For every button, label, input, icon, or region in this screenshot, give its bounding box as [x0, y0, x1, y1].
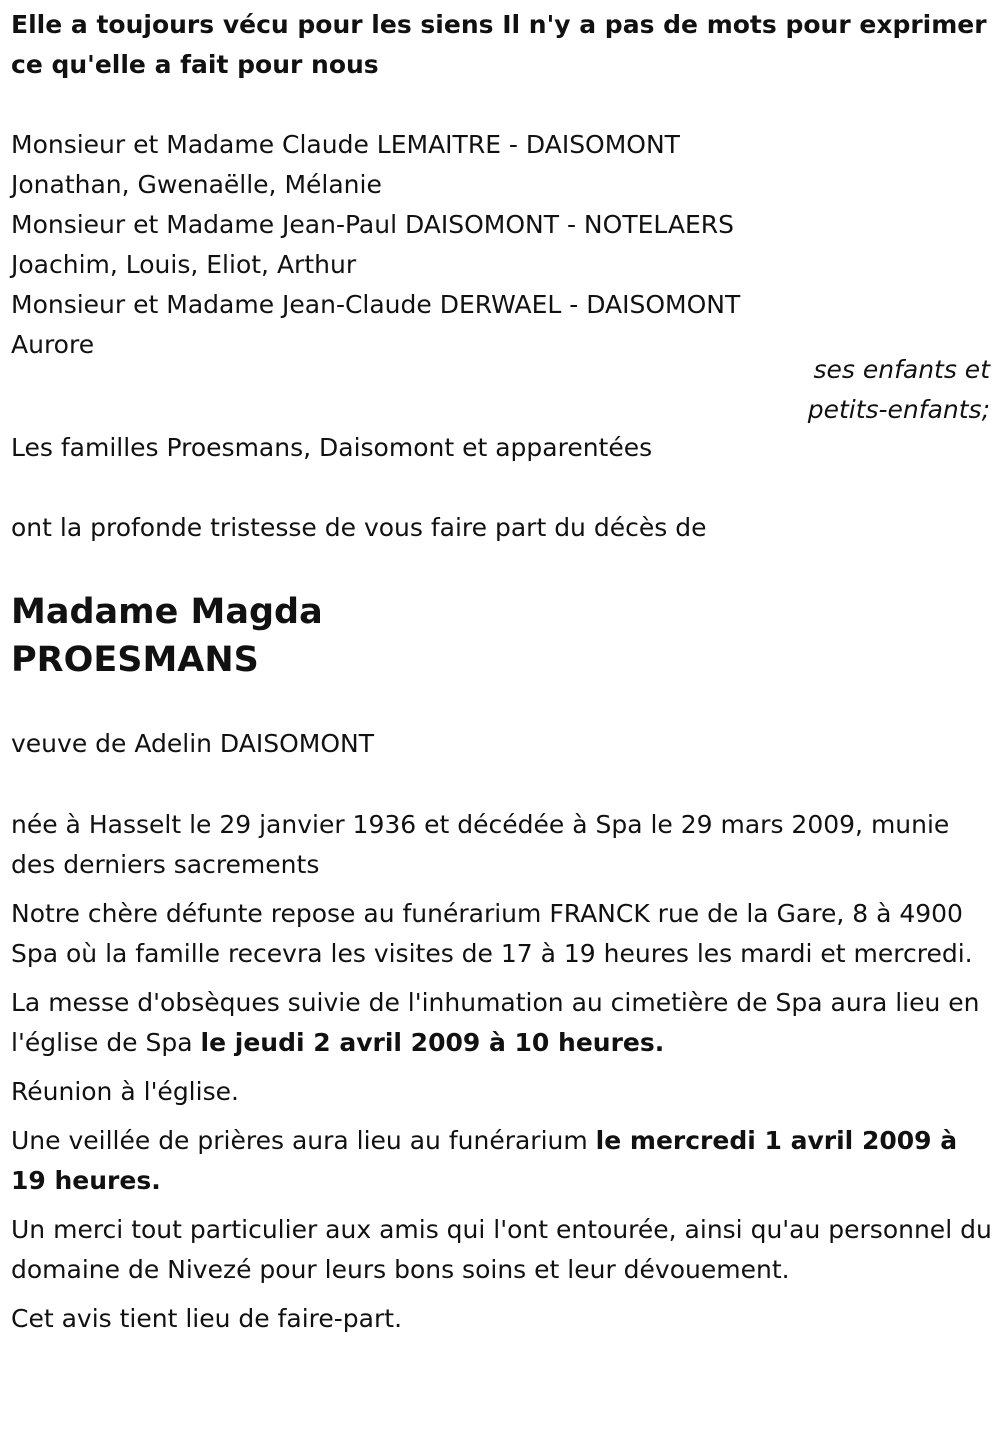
mass-info	[11, 983, 992, 1063]
family-line: Jonathan, Gwenaëlle, Mélanie	[11, 170, 382, 199]
family-line: Monsieur et Madame Claude LEMAITRE - DAISOMONT	[11, 130, 680, 159]
epigraph: Elle a toujours vécu pour les siens Il n'y a pas de mots pour exprimer ce qu'elle a fait pour nous	[11, 10, 987, 79]
relation-line: petits-enfants;	[807, 395, 990, 424]
widow-of: veuve de Adelin DAISOMONT	[11, 729, 374, 758]
extended-families: Les familles Proesmans, Daisomont et apparentées	[11, 433, 653, 462]
vigil-text: Une veillée de prières aura lieu au funérarium	[11, 1126, 596, 1155]
family-line: Aurore	[11, 330, 95, 359]
relation-line: ses enfants et	[813, 355, 990, 384]
vigil-date: le mercredi 1 avril 2009 à 19 heures.	[11, 1126, 958, 1195]
birth-death: née à Hasselt le 29 janvier 1936 et décédée à Spa le 29 mars 2009, munie des derniers sacrements	[11, 810, 950, 879]
rest-place: Notre chère défunte repose au funérarium FRANCK rue de la Gare, 8 à 4900 Spa où la famille recevra les visites de 17 à 19 heures les mardi et mercredi.	[11, 899, 973, 968]
announcement: ont la profonde tristesse de vous faire part du décès de	[11, 513, 707, 542]
vigil-info	[11, 1121, 992, 1201]
family-line: Monsieur et Madame Jean-Paul DAISOMONT - NOTELAERS	[11, 210, 735, 239]
deceased-name	[11, 588, 992, 684]
thanks: Un merci tout particulier aux amis qui l'ont entourée, ainsi qu'au personnel du domaine de Nivezé pour leurs bons soins et leur dévouement.	[11, 1215, 992, 1284]
details	[11, 805, 992, 1339]
mass-text: La messe d'obsèques suivie de l'inhumation au cimetière de Spa aura lieu en l'église de Spa	[11, 988, 980, 1057]
family-line: Joachim, Louis, Eliot, Arthur	[11, 250, 357, 279]
family-list	[11, 125, 992, 365]
relation-note	[808, 350, 990, 430]
deceased-last-name: PROESMANS	[11, 640, 259, 680]
meeting-info: Réunion à l'église.	[11, 1077, 239, 1106]
deceased-first-line: Madame Magda	[11, 592, 323, 632]
mass-date: le jeudi 2 avril 2009 à 10 heures.	[200, 1028, 665, 1057]
family-line: Monsieur et Madame Jean-Claude DERWAEL - DAISOMONT	[11, 290, 741, 319]
closing-note: Cet avis tient lieu de faire-part.	[11, 1304, 403, 1333]
